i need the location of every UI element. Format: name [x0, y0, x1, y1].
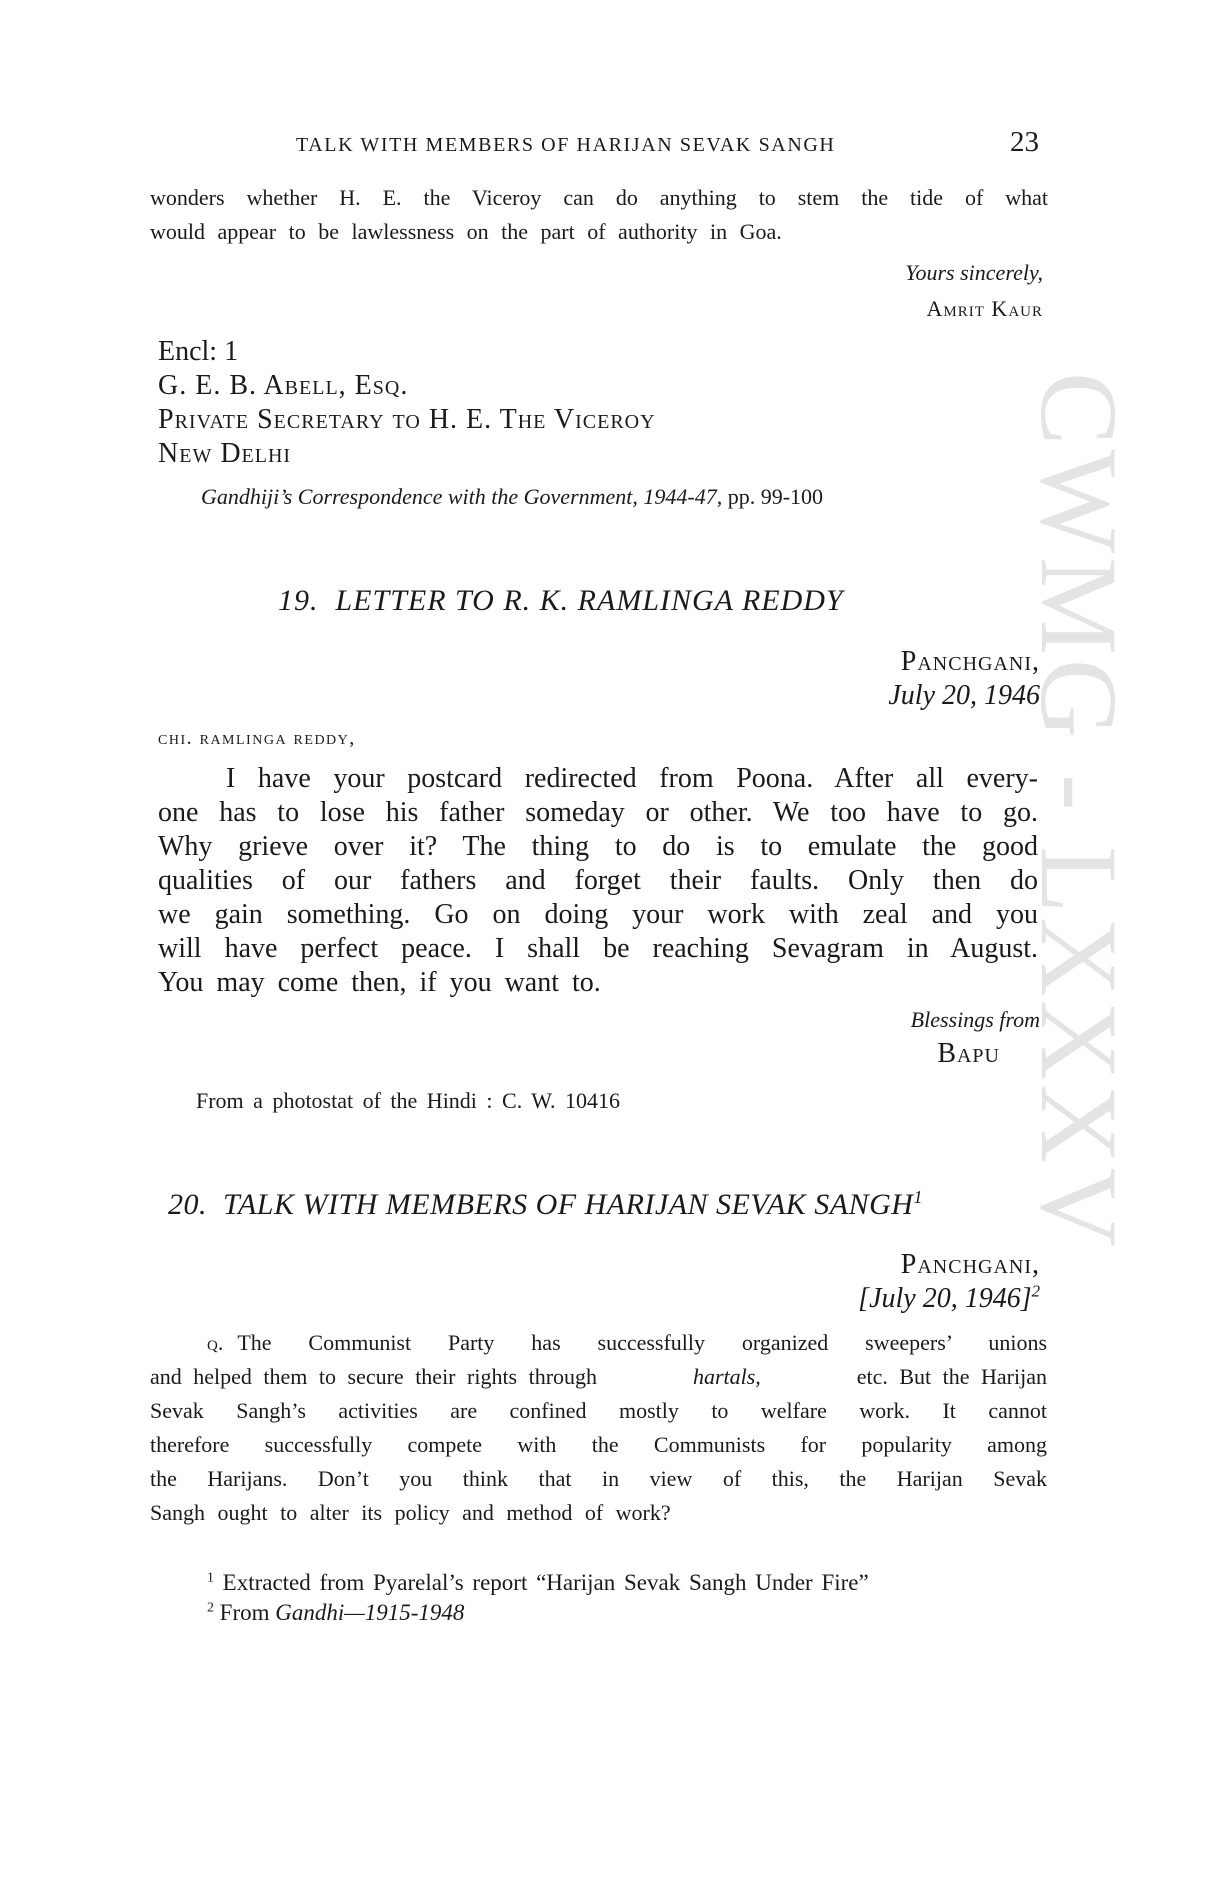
footnote-2 — [207, 1598, 1047, 1628]
footnote-2-text: From — [219, 1600, 270, 1625]
item-20-question-line-2 — [150, 1360, 1047, 1394]
footnote-2-number: 2 — [207, 1599, 214, 1615]
item-19-closing: Blessings from — [910, 1007, 1040, 1032]
item-20-question-line-3: Sevak Sangh’s activities are confined mostly to welfare work. It cannot — [150, 1398, 1047, 1423]
item-20-heading-text: 20. TALK WITH MEMBERS OF HARIJAN SEVAK SANGH — [168, 1188, 914, 1221]
item-19-body-line-1: I have your postcard redirected from Poona. After all every- — [226, 763, 1038, 794]
item-20-date — [700, 1282, 1040, 1316]
prev-letter-signature: Amrit Kaur — [926, 296, 1043, 321]
prev-letter-line-1: wonders whether H. E. the Viceroy can do anything to stem the tide of what — [150, 185, 1048, 210]
item-19-body-line-5: we gain something. Go on doing your work with zeal and you — [158, 899, 1038, 930]
item-20-place: Panchgani, — [900, 1249, 1040, 1280]
question-label: q. — [207, 1330, 224, 1355]
footnote-1 — [207, 1568, 1047, 1598]
item-19-place: Panchgani, — [900, 646, 1040, 677]
item-20-question-line-1 — [207, 1326, 1047, 1360]
item-19-body-line-7: You may come then, if you want to. — [158, 967, 601, 998]
item-19-signature: Bapu — [937, 1038, 1000, 1069]
item-20-question-line-4: therefore successfully compete with the Communists for popularity among — [150, 1432, 1047, 1457]
question-line-2-a: and helped them to secure their rights through — [150, 1364, 598, 1389]
footnote-1-text: Extracted from Pyarelal’s report “Harijan Sevak Sangh Under Fire” — [222, 1570, 869, 1595]
footnote-ref-2: 2 — [1031, 1281, 1040, 1301]
footnote-1-number: 1 — [207, 1569, 214, 1585]
source-title: Gandhiji’s Correspondence with the Government, 1944-47, — [201, 484, 723, 509]
item-19-body-line-6: will have perfect peace. I shall be reaching Sevagram in August. — [158, 933, 1038, 964]
address-line-1: G. E. B. Abell, Esq. — [158, 370, 409, 401]
running-header: TALK WITH MEMBERS OF HARIJAN SEVAK SANGH — [296, 134, 836, 156]
prev-letter-source — [201, 480, 1001, 514]
question-line-2-b: etc. But the Harijan — [856, 1364, 1047, 1389]
prev-letter-line-2: would appear to be lawlessness on the part of authority in Goa. — [150, 219, 782, 244]
item-19-salutation: chi. ramlinga reddy, — [158, 727, 356, 749]
item-19-body-line-4: qualities of our fathers and forget their faults. Only then do — [158, 865, 1038, 896]
item-19-heading: 19. LETTER TO R. K. RAMLINGA REDDY — [278, 584, 844, 617]
item-19-body-line-2: one has to lose his father someday or other. We too have to go. — [158, 797, 1038, 828]
item-20-heading — [168, 1188, 923, 1222]
item-19-source: From a photostat of the Hindi : C. W. 10416 — [196, 1088, 621, 1113]
address-line-3: New Delhi — [158, 438, 292, 469]
item-19-date: July 20, 1946 — [888, 680, 1040, 711]
footnote-ref-1: 1 — [913, 1187, 923, 1207]
watermark: CWMG - LXXXV — [1018, 372, 1140, 1252]
item-19-body-line-3: Why grieve over it? The thing to do is to emulate the good — [158, 831, 1038, 862]
question-line-2-italic: hartals, — [692, 1364, 761, 1389]
enclosure-note: Encl: 1 — [158, 336, 239, 367]
source-pages: pp. 99-100 — [727, 484, 824, 509]
footnote-2-title: Gandhi—1915-1948 — [275, 1600, 465, 1625]
item-20-question-line-5: the Harijans. Don’t you think that in view of this, the Harijan Sevak — [150, 1466, 1047, 1491]
item-20-date-text: [July 20, 1946] — [858, 1283, 1032, 1314]
question-line-1-text: The Communist Party has successfully organized sweepers’ unions — [237, 1330, 1047, 1355]
prev-letter-closing: Yours sincerely, — [905, 260, 1043, 285]
item-20-question-line-6: Sangh ought to alter its policy and method of work? — [150, 1500, 671, 1525]
page-number: 23 — [1010, 126, 1039, 158]
address-line-2: Private Secretary to H. E. The Viceroy — [158, 404, 656, 435]
